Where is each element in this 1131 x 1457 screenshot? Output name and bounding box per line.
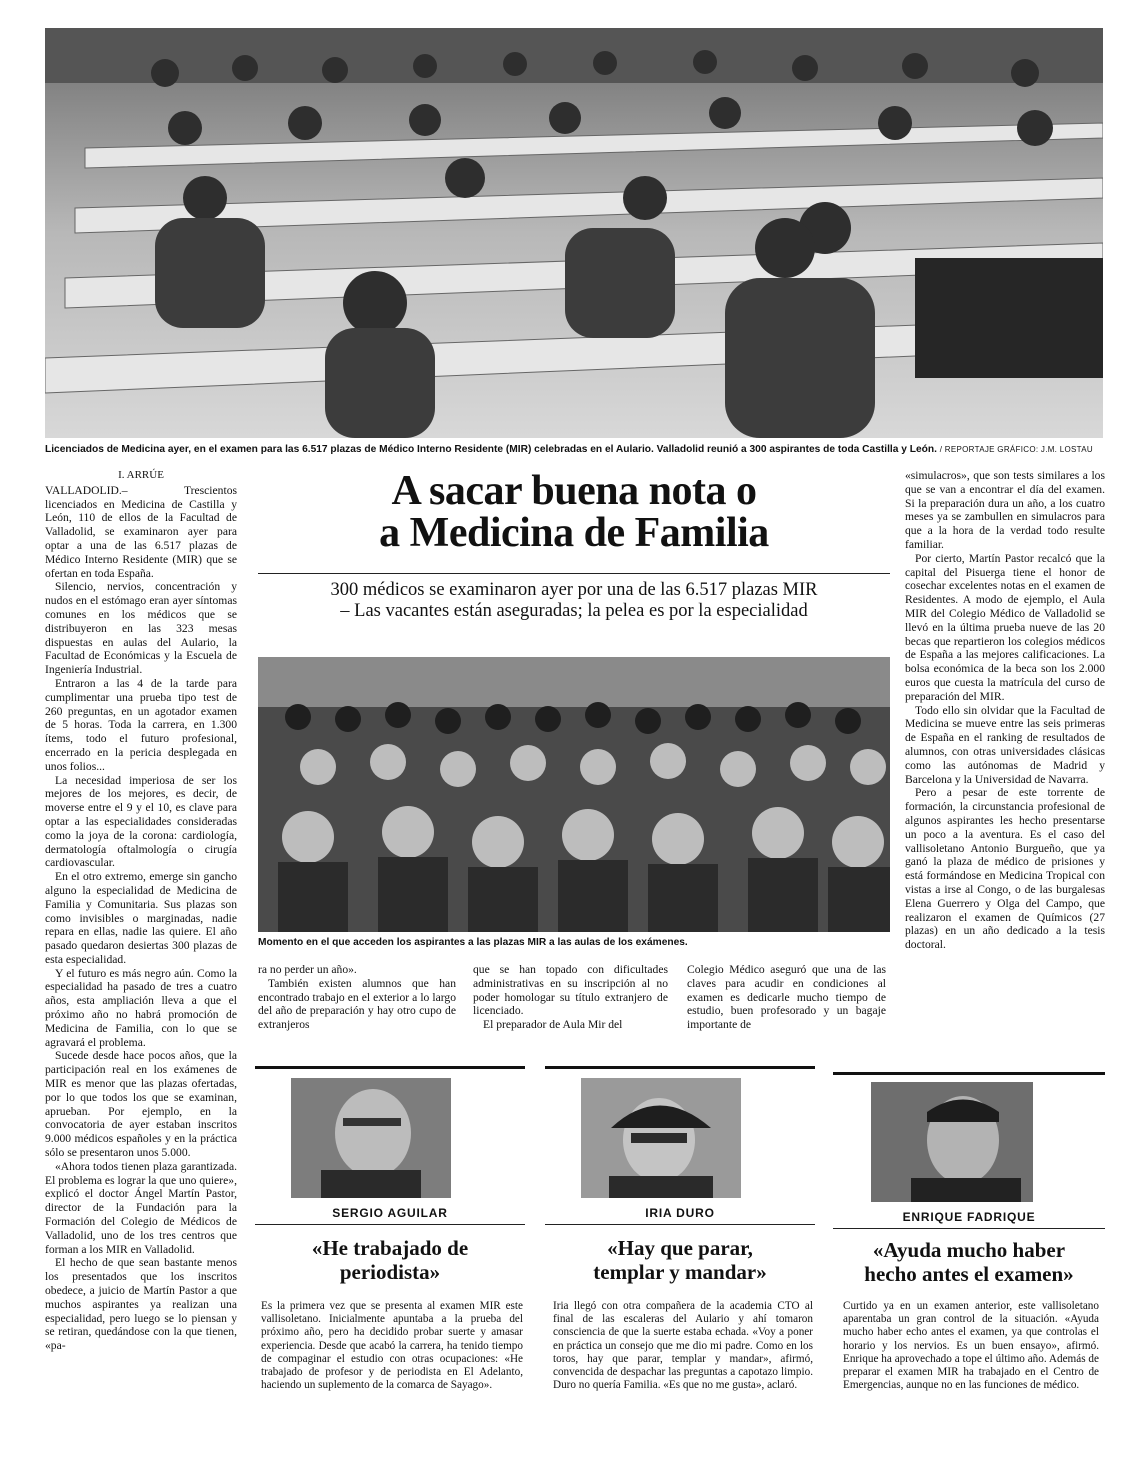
headline-rule	[258, 573, 890, 574]
paragraph: «Ahora todos tienen plaza garantizada. El problema es lograr la que uno quiere», explicó el doctor Ángel Martín Pastor, director de la Fundación para la Formación del Colegio de Médicos de Valladolid, uno de los tres centros que forman a los MIR en Valladolid.	[45, 1159, 237, 1256]
mid-photo-caption: Momento en el que acceden los aspirantes a las plazas MIR a las aulas de los exámenes.	[258, 937, 688, 948]
profile-quote-line-1: «He trabajado de	[311, 1236, 469, 1260]
profile-rule	[833, 1072, 1105, 1075]
profile-quote-line-1: «Ayuda mucho haber	[872, 1238, 1066, 1262]
crowd-photo	[258, 657, 890, 932]
paragraph: ra no perder un año».	[258, 963, 357, 976]
profile-divider	[833, 1228, 1105, 1229]
profile-text: Es la primera vez que se presenta al examen MIR este vallisoletano. Inicialmente apuntaba a la prueba del próximo año, pero ha decidido probar suerte y amasar experiencia. Desde que acabó la carrera, ha tenido tiempo de compaginar el estudio con otras ocupaciones: «He trabajado de profesor y de periodista en El Adelanto, haciendo un suplemento de la comarca de Sayago».	[261, 1300, 523, 1392]
profile-quote	[255, 1236, 525, 1284]
article-column-5	[905, 469, 1105, 952]
paragraph: Pero a pesar de este torrente de formación, la circunstancia profesional de algunos aspirantes les hecho presentarse un poco a la aventura. Es el caso del vallisoletano Antonio Burgueño, que ya ganó la plaza de médico de prisiones y está formándose en Medicina Tropical con vistas a irse al Congo, o de las burgalesas Elena Guerrero y Olga del Campo, que realizaron el examen de Químicos (27 plazas) en un año dedicado a la tesis doctoral.	[905, 786, 1105, 952]
article-column-2	[258, 963, 456, 1032]
paragraph: Silencio, nervios, concentración y nudos en el estómago eran ayer síntomas comunes en los médicos que se distribuyeron en las 323 mesas dispuestas en aulas del Aulario, la Facultad de Económicas y la Escuela de Ingeniería Industrial.	[45, 580, 237, 677]
profile-photo	[581, 1078, 741, 1198]
paragraph: Por cierto, Martín Pastor recalcó que la capital del Pisuerga tiene el honor de cosechar excelentes notas en el examen de Residentes. A modo de ejemplo, el Aula MIR del Colegio Médico de Valladolid se llevó en la última prueba nueve de las 20 becas que repartieron los colegios médicos de España a las mejores calificaciones. La bolsa económica de la beca son los 2.000 euros que cuesta la matrícula del curso de preparación del MIR.	[905, 551, 1105, 703]
paragraph: También existen alumnos que han encontrado trabajo en el exterior a lo largo del año de preparación y hay otro cupo de extranjeros	[258, 976, 456, 1032]
headline-line-1: A sacar buena nota o	[391, 468, 757, 514]
profile-text: Iria llegó con otra compañera de la academia CTO al final de las escaleras del Aulario y ahí tomaron consciencia de que la suerte estaba echada. «Voy a poner en práctica un consejo que me dio mi padre. Como en los toros, hay que parar, templar y mandar», afirmó, convencida de despachar las preguntas a capotazo limpio. Duro no quería Familia. «Es que no me gusta», aclaró.	[553, 1300, 813, 1392]
profile-name: ENRIQUE FADRIQUE	[902, 1210, 1036, 1224]
profile-quote	[545, 1236, 815, 1284]
paragraph: que se han topado con dificultades administrativas en su inscripción al no poder homologar su título extranjero de licenciado.	[473, 963, 668, 1018]
profile-name: SERGIO AGUILAR	[332, 1206, 448, 1220]
paragraph: Sucede desde hace pocos años, que la participación real en los exámenes de MIR es menor que las plazas ofertadas, por lo que todos los que se examinan, aprueban. Por ejemplo, en la convocatoria de ayer estaban inscritos 9.000 médicos españoles y en la práctica sólo se presentaron unos 5.000.	[45, 1049, 237, 1160]
top-photo-caption-text: Licenciados de Medicina ayer, en el examen para las 6.517 plazas de Médico Interno Residente (MIR) celebradas en el Aulario. Valladolid reunió a 300 aspirantes de toda Castilla y León.	[45, 444, 937, 455]
paragraph: Colegio Médico aseguró que una de las claves para acudir en condiciones al examen es dedicarle mucho tiempo de estudio, buen profesorado y un bagaje importante de	[687, 963, 886, 1032]
article-column-1	[45, 469, 237, 1353]
profile-rule	[545, 1066, 815, 1069]
profile-quote-line-2: periodista»	[339, 1260, 441, 1284]
profile-text: Curtido ya en un examen anterior, este vallisoletano aparentaba un gran control de la situación. «Ayuda mucho haber echo antes el examen, ya que controlas el horario y los nervios. Es un buen ensayo», afirmó. Enrique ha aprovechado a tope el último año. Además de preparar el examen MIR ha trabajado en el Centro de Emergencias, aunque no en las funciones de médico.	[843, 1300, 1099, 1392]
exam-hall-photo	[45, 28, 1103, 438]
paragraph: Y el futuro es más negro aún. Como la especialidad ha pasado de tres a cuatro años, esta ampliación lleva a que el próximo año no habrá promoción de Medicina de Familia, con lo que se agravará el problema.	[45, 966, 237, 1049]
profile-quote	[833, 1238, 1105, 1286]
paragraph: Entraron a las 4 de la tarde para cumplimentar una prueba tipo test de 260 preguntas, en un agotador examen de 5 horas. Toda la carrera, en 1.300 ítems, todo el futuro profesional, encerrado en la pericia desplegada en unos folios...	[45, 676, 237, 773]
profile-photo	[871, 1082, 1033, 1202]
paragraph: Todo ello sin olvidar que la Facultad de Medicina se mueve entre las seis primeras de España en el ranking de resultados de alumnos, con otras universidades clásicas como las autónomas de Madrid y Barcelona y la Universidad de Navarra.	[905, 703, 1105, 786]
article-column-4	[687, 963, 886, 1032]
paragraph: El preparador de Aula Mir del	[483, 1018, 623, 1032]
paragraph: En el otro extremo, emerge sin gancho alguno la especialidad de Medicina de Familia y Comunitaria. Sus plazas son como invisibles o marginadas, nadie repara en ellas, nadie las quiere. El año pasado quedaron desiertas 300 plazas de esta especialidad.	[45, 870, 237, 966]
photo-credit: / REPORTAJE GRÁFICO: J.M. LOSTAU	[939, 445, 1093, 454]
article-column-3	[473, 963, 668, 1032]
headline	[258, 470, 890, 554]
subheadline	[258, 580, 890, 622]
profile-rule	[255, 1066, 525, 1069]
profile-quote-line-2: hecho antes el examen»	[864, 1262, 1074, 1286]
subhead-line-2: – Las vacantes están aseguradas; la pelea es por la especialidad	[340, 601, 808, 621]
paragraph: La necesidad imperiosa de ser los mejores de los mejores, es decir, de moverse entre el 9 y el 10, es clave para optar a las especialidades consideradas como la joya de la corona: cardiología, dermatología oftalmología o cirugía cardiovascular.	[45, 773, 237, 870]
profile-name: IRIA DURO	[645, 1206, 715, 1220]
paragraph: «simulacros», que son tests similares a los que se van a encontrar el día del examen. Si la preparación dura un año, a los cuatro meses ya se zambullen en simulacros para que a la hora de la verdad todo resulte familiar.	[905, 469, 1105, 551]
top-photo-caption	[45, 443, 1105, 456]
subhead-line-1: 300 médicos se examinaron ayer por una de las 6.517 plazas MIR	[330, 580, 818, 600]
headline-line-2: a Medicina de Familia	[379, 510, 769, 556]
profile-divider	[545, 1224, 815, 1225]
paragraph: El hecho de que sean bastante menos los presentados que los inscritos obedece, a juicio de Martín Pastor a que muchos aspirantes ya realizan una especialidad, pero luego se lo piensan y se retiran, quedándose con la que tienen, «pa-	[45, 1256, 237, 1353]
paragraph: VALLADOLID.– Trescientos licenciados en Medicina de Castilla y León, 110 de ellos de la Facultad de Valladolid, se examinaron ayer para optar a una de las 6.517 plazas de Médico Interno Residente (MIR) que se ofertan en toda España.	[45, 483, 237, 580]
byline: I. ARRÚE	[118, 469, 164, 481]
profile-quote-line-2: templar y mandar»	[593, 1260, 767, 1284]
profile-photo	[291, 1078, 451, 1198]
profile-divider	[255, 1224, 525, 1225]
profile-quote-line-1: «Hay que parar,	[607, 1236, 753, 1260]
